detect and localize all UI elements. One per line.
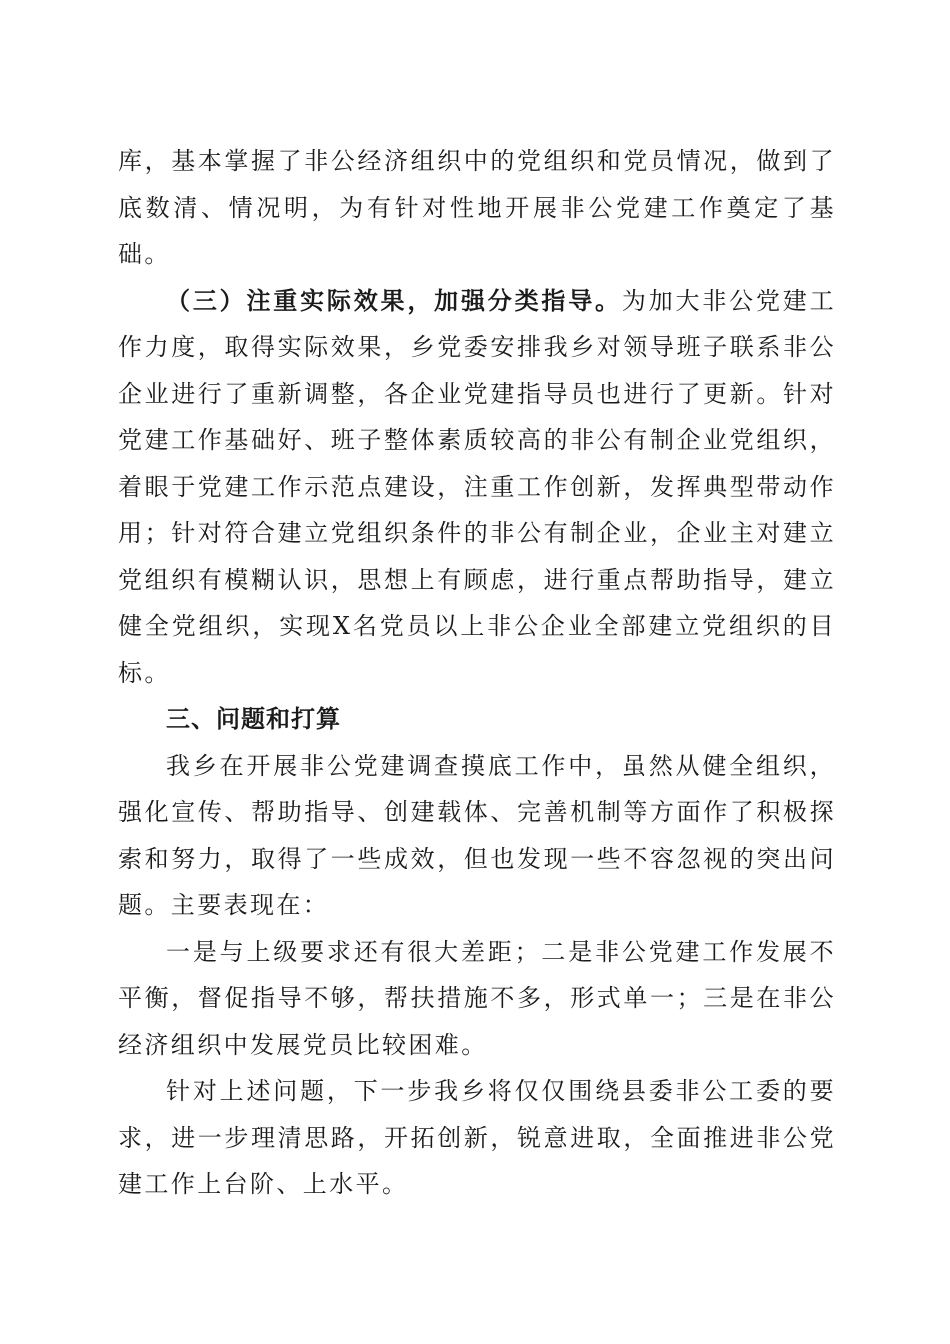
document-body	[118, 138, 836, 1208]
paragraph-next-steps: 针对上述问题，下一步我乡将仅仅围绕县委非公工委的要求，进一步理清思路，开拓创新，锐意进取，全面推进非公党建工作上台阶、上水平。	[118, 1077, 836, 1198]
paragraph-section-three	[118, 278, 836, 697]
section-three-lead: （三）注重实际效果，加强分类指导。	[166, 285, 622, 315]
heading-problems-and-plans: 三、问题和打算	[166, 705, 341, 733]
paragraph-continuation: 库，基本掌握了非公经济组织中的党组织和党员情况，做到了底数清、情况明，为有针对性地开展非公党建工作奠定了基础。	[118, 147, 836, 268]
section-three-body: 为加大非公党建工作力度，取得实际效果，乡党委安排我乡对领导班子联系非公企业进行了重新调整，各企业党建指导员也进行了更新。针对党建工作基础好、班子整体素质较高的非公有制企业党组织，着眼于党建工作示范点建设，注重工作创新，发挥典型带动作用；针对符合建立党组织条件的非公有制企业，企业主对建立党组织有模糊认识，思想上有顾虑，进行重点帮助指导，建立健全党组织，实现X名党员以上非公企业全部建立党组织的目标。	[118, 286, 836, 687]
paragraph-problems-list: 一是与上级要求还有很大差距；二是非公党建工作发展不平衡，督促指导不够，帮扶措施不多，形式单一；三是在非公经济组织中发展党员比较困难。	[118, 937, 836, 1059]
paragraph-problems-intro: 我乡在开展非公党建调查摸底工作中，虽然从健全组织，强化宣传、帮助指导、创建载体、完善机制等方面作了积极探索和努力，取得了一些成效，但也发现一些不容忽视的突出问题。主要表现在：	[118, 751, 836, 919]
